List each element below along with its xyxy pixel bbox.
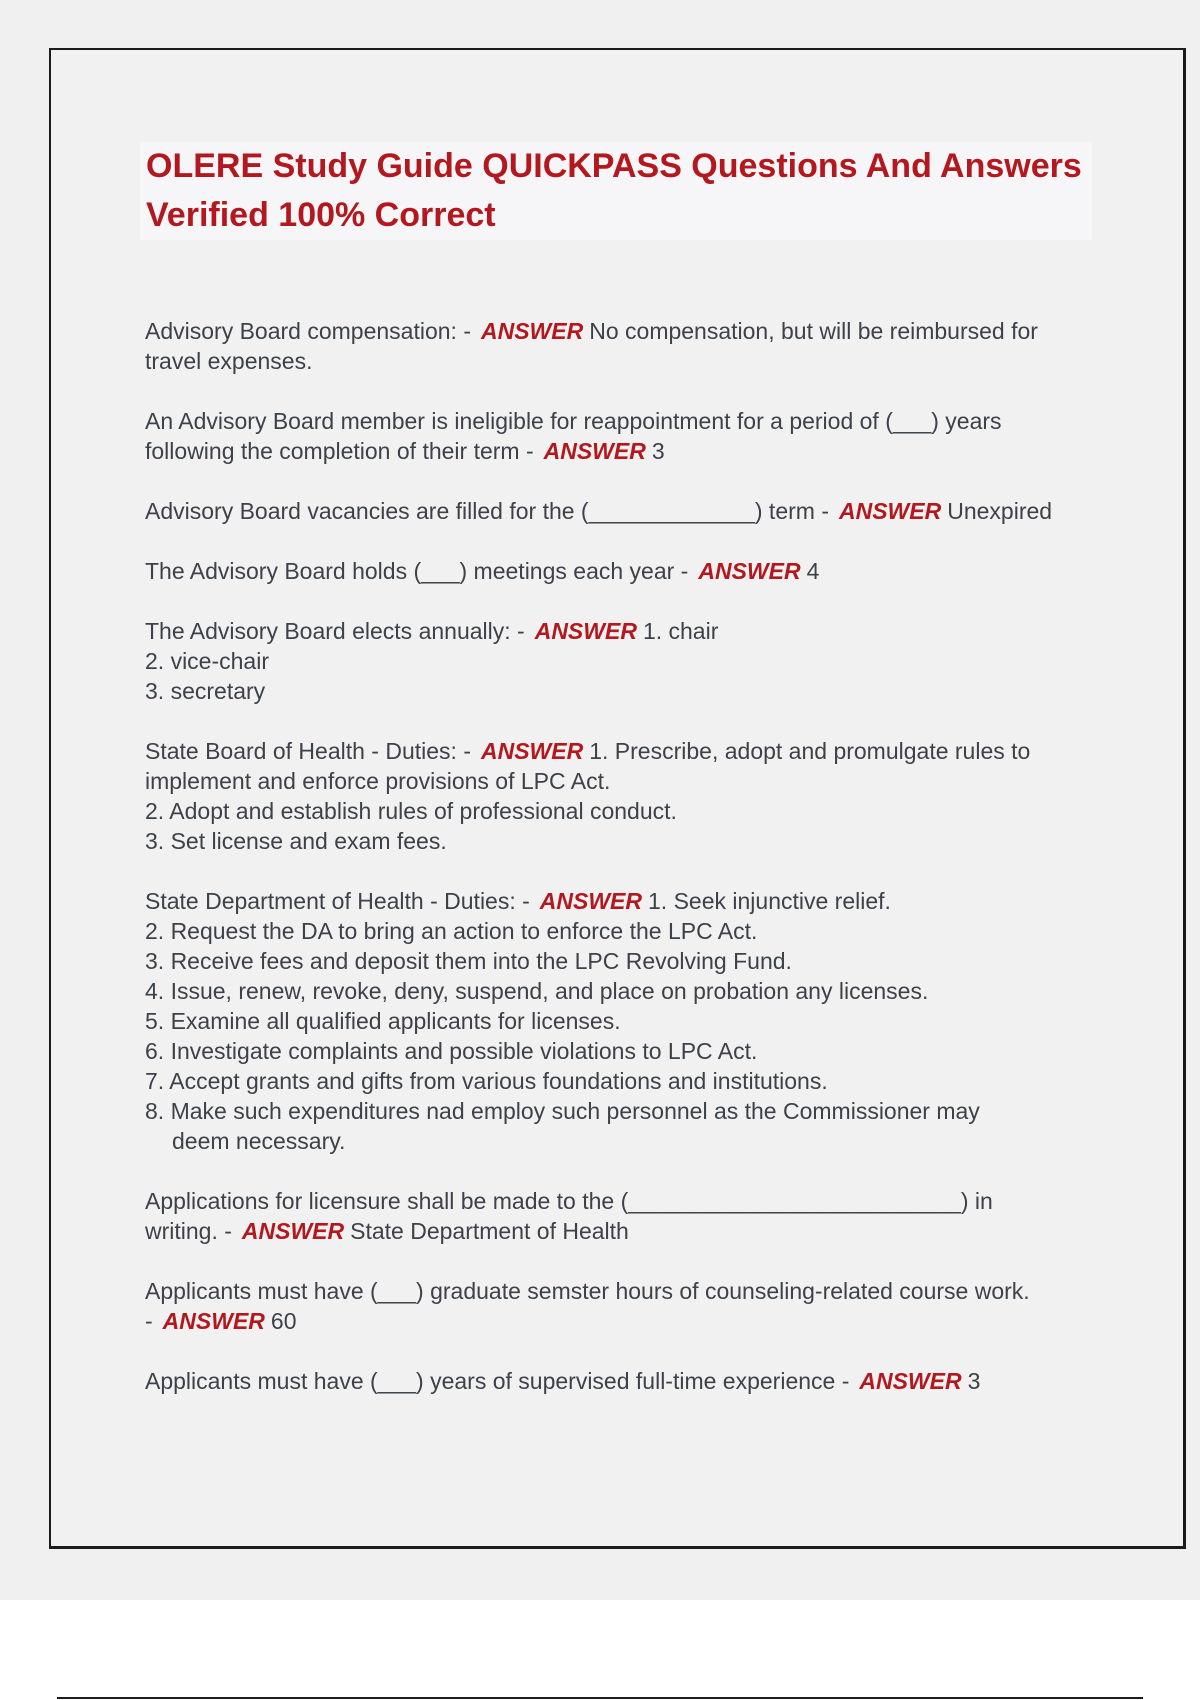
qa-item	[145, 1186, 1100, 1246]
answer-continuation: deem necessary.	[172, 1128, 346, 1154]
footer-divider	[57, 1697, 1143, 1699]
question-text: The Advisory Board holds (___) meetings each year -	[145, 558, 689, 584]
answer-label: ANSWER	[539, 888, 643, 914]
qa-item	[145, 616, 1100, 706]
qa-line	[145, 1366, 1100, 1396]
question-text: -	[145, 1308, 153, 1334]
answer-text: 1. Seek injunctive relief.	[648, 888, 891, 914]
qa-line	[145, 886, 1100, 916]
answer-label: ANSWER	[698, 558, 801, 584]
answer-continuation: 8. Make such expenditures nad employ such personnel as the Commissioner may	[145, 1098, 980, 1124]
answer-continuation: travel expenses.	[145, 348, 313, 374]
qa-item	[145, 496, 1100, 526]
question-text: Advisory Board vacancies are filled for the (_____________) term -	[145, 498, 829, 524]
answer-continuation: 5. Examine all qualified applicants for licenses.	[145, 1008, 621, 1034]
qa-line	[145, 1306, 1100, 1336]
qa-line	[145, 316, 1100, 346]
answer-continuation: 6. Investigate complaints and possible violations to LPC Act.	[145, 1038, 758, 1064]
qa-line	[145, 616, 1100, 646]
answer-label: ANSWER	[481, 318, 584, 344]
answer-continuation: 2. Request the DA to bring an action to enforce the LPC Act.	[145, 918, 758, 944]
question-text: The Advisory Board elects annually: -	[145, 618, 525, 644]
question-text: following the completion of their term -	[145, 438, 534, 464]
question-text: State Department of Health - Duties: -	[145, 888, 530, 914]
qa-item	[145, 316, 1100, 376]
answer-text: 1. Prescribe, adopt and promulgate rules to	[589, 738, 1031, 764]
qa-item	[145, 556, 1100, 586]
answer-text: 1. chair	[642, 618, 719, 644]
answer-text: Unexpired	[947, 498, 1053, 524]
qa-item	[145, 1366, 1100, 1396]
qa-line	[145, 436, 1100, 466]
answer-text: 3	[651, 438, 665, 464]
question-text: writing. -	[145, 1218, 232, 1244]
answer-continuation: 3. secretary	[145, 678, 266, 704]
qa-line	[145, 736, 1100, 766]
answer-text: 3	[967, 1368, 981, 1394]
answer-label: ANSWER	[838, 498, 942, 524]
qa-item	[145, 886, 1100, 1156]
answer-label: ANSWER	[859, 1368, 962, 1394]
qa-line	[145, 1216, 1100, 1246]
question-text: Applicants must have (___) years of supervised full-time experience -	[145, 1368, 850, 1394]
answer-label: ANSWER	[481, 738, 584, 764]
qa-item	[145, 736, 1100, 856]
question-text: Applications for licensure shall be made to the (__________________________) in	[145, 1188, 993, 1214]
qa-item	[145, 406, 1100, 466]
qa-list	[145, 316, 1100, 1426]
answer-continuation: 3. Receive fees and deposit them into the LPC Revolving Fund.	[145, 948, 792, 974]
answer-text: 60	[270, 1308, 297, 1334]
question-text: Applicants must have (___) graduate semster hours of counseling-related course work.	[145, 1278, 1030, 1304]
qa-line	[145, 556, 1100, 586]
answer-continuation: 2. Adopt and establish rules of professional conduct.	[145, 798, 677, 824]
answer-continuation: 2. vice-chair	[145, 648, 269, 674]
answer-continuation: 4. Issue, renew, revoke, deny, suspend, and place on probation any licenses.	[145, 978, 929, 1004]
answer-continuation: implement and enforce provisions of LPC Act.	[145, 768, 611, 794]
answer-label: ANSWER	[534, 618, 637, 644]
answer-text: 4	[806, 558, 820, 584]
qa-item	[145, 1276, 1100, 1336]
answer-text: No compensation, but will be reimbursed for	[589, 318, 1038, 344]
answer-continuation: 7. Accept grants and gifts from various foundations and institutions.	[145, 1068, 828, 1094]
answer-label: ANSWER	[543, 438, 646, 464]
question-text: An Advisory Board member is ineligible for reappointment for a period of (___) years	[145, 408, 1002, 434]
answer-label: ANSWER	[162, 1308, 265, 1334]
answer-text: State Department of Health	[350, 1218, 629, 1244]
question-text: Advisory Board compensation: -	[145, 318, 471, 344]
document-title: OLERE Study Guide QUICKPASS Questions And Answers Verified 100% Correct	[146, 147, 1082, 234]
qa-line	[145, 496, 1100, 526]
question-text: State Board of Health - Duties: -	[145, 738, 471, 764]
answer-label: ANSWER	[241, 1218, 345, 1244]
answer-continuation: 3. Set license and exam fees.	[145, 828, 447, 854]
